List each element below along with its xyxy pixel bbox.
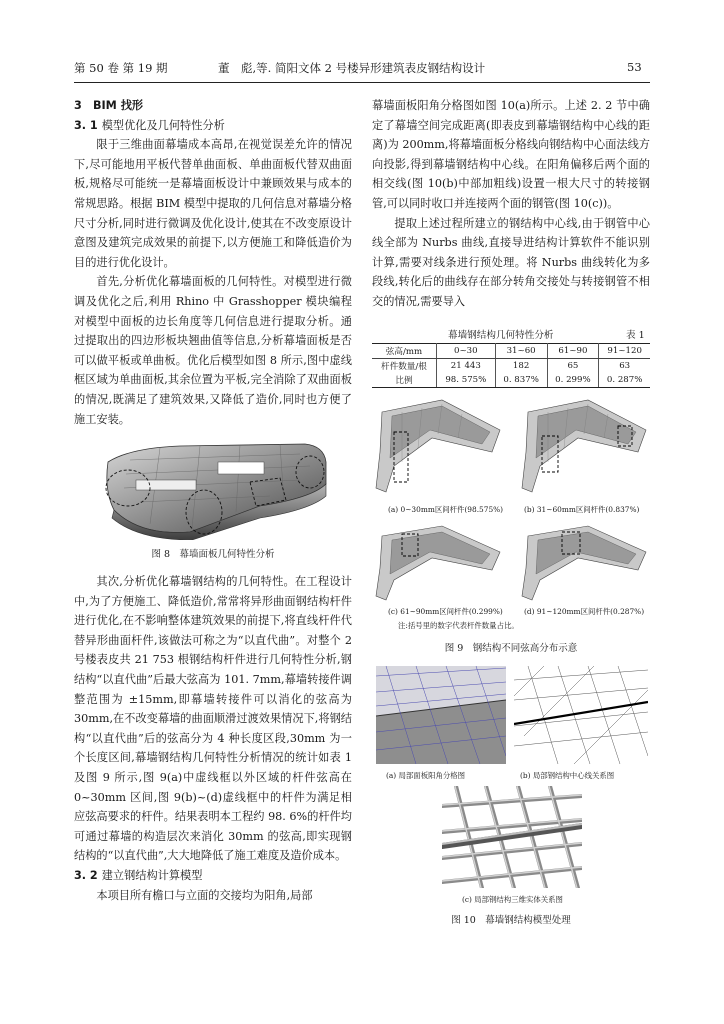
figure9-caption: 图 9 钢结构不同弦高分布示意 [444, 643, 578, 654]
subsection-3-1 [74, 116, 352, 136]
table-cell: 弦高/mm [372, 344, 436, 359]
table-cell: 182 [495, 359, 547, 374]
figure9-panel-d [522, 526, 646, 600]
right-column [372, 96, 650, 312]
table1-title: 幕墙钢结构几何特性分析 [448, 330, 554, 341]
running-title: 董 彪,等. 简阳文体 2 号楼异形建筑表皮钢结构设计 [218, 61, 486, 75]
paragraph: 幕墙面板阳角分格图如图 10(a)所示。上述 2. 2 节中确定了幕墙空间完成距离(即表皮到幕墙钢结构中心线的距离)为 200mm,将幕墙面板分格线向钢结构中心面法线方向投影,得到幕墙钢结构中心线。在阳角偏移后两个面的相交线(图 10(b)中部加粗线)设置一根大尺寸的转接钢管,可以同时收口并连接两个面的钢管(图 10(c))。 [372, 99, 650, 210]
journal-volume: 第 50 卷 第 19 期 [74, 61, 168, 75]
figure10-subcaption-c: (c) 局部钢结构三维实体关系图 [462, 895, 563, 904]
table-cell: 比例 [372, 373, 436, 388]
table-row [372, 373, 650, 388]
figure10-subcaption-b: (b) 局部钢结构中心线关系图 [520, 771, 615, 780]
paragraph: 本项目所有檐口与立面的交接均为阳角,局部 [96, 888, 313, 902]
subsection-number: 3. 2 [74, 868, 98, 882]
table-cell: 91~120 [599, 344, 650, 359]
figure9-note: 注:括号里的数字代表杆件数量占比。 [398, 621, 519, 630]
figure9-panel-c [376, 526, 500, 600]
figure10-panel-b [514, 666, 648, 764]
table-cell: 65 [547, 359, 599, 374]
figure9-subcaption-a: (a) 0~30mm区间杆件(98.575%) [388, 505, 504, 514]
header-rule [74, 82, 650, 83]
figure10-panel-c [442, 786, 582, 888]
figure10-caption: 图 10 幕墙钢结构模型处理 [451, 915, 571, 926]
table-cell: 63 [619, 361, 631, 371]
table-row [372, 359, 650, 374]
paragraph: 提取上述过程所建立的钢结构中心线,由于钢管中心线全部为 Nurbs 曲线,直接导进结构计算软件不能识别计算,需要对线条进行预处理。将 Nurbs 曲线转化为多段线,转化后的曲线存在部分转角交接处与转接钢管不相交的情况,需要导入 [372, 216, 650, 308]
page-number: 53 [627, 60, 642, 74]
figure8-building-model [100, 440, 330, 540]
table-cell: 0. 299% [547, 373, 599, 388]
subsection-3-2 [74, 866, 352, 886]
subsection-number: 3. 1 [74, 118, 98, 132]
figure10-subcaption-a: (a) 局部面板阳角分格图 [386, 771, 466, 780]
section-title: 3 BIM 找形 [74, 99, 144, 112]
figure9-top-panels [372, 392, 650, 502]
figure9-subcaption-d: (d) 91~120mm区间杆件(0.287%) [524, 607, 645, 616]
table-cell: 61~90 [547, 344, 599, 359]
table-cell: 31~60 [495, 344, 547, 359]
left-column-top [74, 96, 352, 429]
table-header-row [372, 344, 650, 359]
paragraph: 其次,分析优化幕墙钢结构的几何特性。在工程设计中,为了方便施工、降低造价,常常将异形曲面钢结构杆件进行优化,在不影响整体建筑效果的前提下,将直线杆件代替异形曲面杆件,该做法可称之为“以直代曲”。对整个 2 号楼表皮共 21 753 根钢结构杆件进行几何特性分析,钢结构“以直代曲”后最大弦高为 101. 7mm,幕墙转接件调整范围为 ±15mm,即幕墙转接件可以消化的弦高为 30mm,在不改变幕墙的曲面顺滑过渡效果情况下,将钢结构“以直代曲”后的弦高分为 4 种长度区段,30mm 为一个长度区间,幕墙钢结构几何特性分析情况的统计如表 1 及图 9 所示,图 9(a)中虚线框以外区域的杆件弦高在 0~30mm 区间,图 9(b)~(d)虚线框中的杆件为满足相应弦高要求的杆件。结果表明本工程约 98. 6%的杆件均可通过幕墙的构造层次来消化 30mm 的弦高,即实现钢结构的“以直代曲”,大大地降低了施工难度及造价成本。 [74, 575, 352, 863]
table-cell: 98. 575% [436, 373, 495, 388]
figure9-subcaption-b: (b) 31~60mm区间杆件(0.837%) [524, 505, 640, 514]
figure9-bottom-panels [372, 522, 650, 602]
table-cell: 杆件数量/根 [372, 359, 436, 374]
figure9-panel-a [376, 400, 500, 492]
left-column-bottom [74, 572, 352, 905]
table1-label: 表 1 [626, 330, 645, 341]
paragraph: 首先,分析优化幕墙面板的几何特性。对模型进行微调及优化之后,利用 Rhino 中 Grasshopper 模块编程对模型中面板的边长角度等几何信息进行提取分析。通过提取出的四边形板块翘曲值等信息,分析幕墙面板是否可以做平板或单曲板。优化后模型如图 8 所示,图中虚线框区域为单曲面板,其余位置为平板,完全消除了双曲面板的情况,既满足了建筑效果,又降低了造价,同时也方便了施工安装。 [74, 275, 352, 426]
subsection-title: 建立钢结构计算模型 [101, 868, 203, 882]
table-cell: 0. 837% [495, 373, 547, 388]
subsection-title: 模型优化及几何特性分析 [101, 118, 225, 132]
table-cell: 0~30 [436, 344, 495, 359]
figure9-subcaption-c: (c) 61~90mm区间杆件(0.299%) [388, 607, 503, 616]
figure9-panel-b [522, 400, 646, 492]
figure8-caption: 图 8 幕墙面板几何特性分析 [151, 549, 275, 560]
table-cell: 0. 287% [599, 373, 650, 388]
table-cell: 21 443 [436, 359, 495, 374]
table1 [372, 343, 650, 388]
paragraph: 限于三维曲面幕墙成本高昂,在视觉误差允许的情况下,尽可能地用平板代替单曲面板、单曲面板代替双曲面板,规格尽可能统一是幕墙面板设计中兼顾效果与成本的常规思路。根据 BIM 模型中提取的几何信息对幕墙分格尺寸分析,同时进行微调及优化设计,使其在不改变原设计意图及建筑完成效果的前提下,以方便施工和降低造价为目的进行优化设计。 [74, 138, 352, 269]
figure10-panel-a [376, 666, 506, 764]
